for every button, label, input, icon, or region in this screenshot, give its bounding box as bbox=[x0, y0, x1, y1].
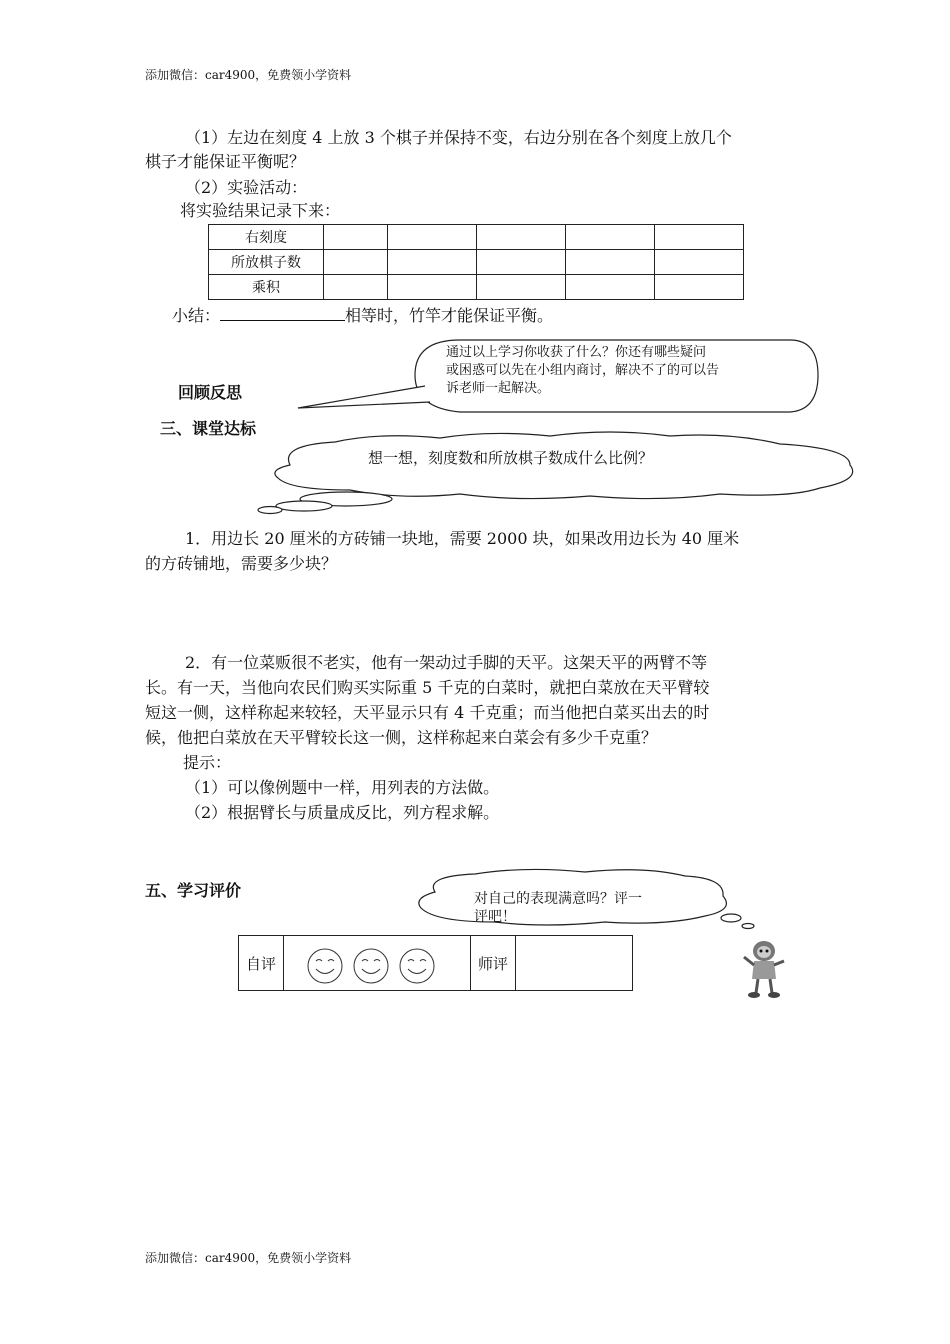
table-cell[interactable] bbox=[324, 225, 388, 250]
row-label-scale: 右刻度 bbox=[209, 225, 324, 250]
hint-title: 提示： bbox=[183, 753, 232, 772]
smiley-icon[interactable] bbox=[400, 949, 434, 983]
problem-2-line-1: 2．有一位菜贩很不老实，他有一架动过手脚的天平。这架天平的两臂不等 bbox=[185, 653, 708, 672]
smiley-icon[interactable] bbox=[354, 949, 388, 983]
table-cell[interactable] bbox=[655, 225, 744, 250]
speech-bubble-line-1: 通过以上学习你收获了什么？你还有哪些疑问 bbox=[446, 345, 707, 360]
experiment-record-table bbox=[208, 224, 744, 300]
problem-2-line-4: 候，他把白菜放在天平臂较长这一侧，这样称起来白菜会有多少千克重？ bbox=[145, 728, 658, 747]
smiley-faces bbox=[284, 938, 470, 988]
table-row bbox=[209, 275, 744, 300]
table-cell[interactable] bbox=[324, 250, 388, 275]
table-cell[interactable] bbox=[477, 250, 566, 275]
section-3-heading: 三、课堂达标 bbox=[160, 419, 257, 438]
table-row bbox=[209, 225, 744, 250]
question-2: （2）实验活动： bbox=[185, 178, 308, 197]
table-row bbox=[239, 936, 633, 991]
speech-bubble-line-2: 或困惑可以先在小组内商讨，解决不了的可以告 bbox=[446, 363, 720, 378]
thought-cloud-text: 想一想，刻度数和所放棋子数成什么比例？ bbox=[368, 449, 654, 467]
table-cell[interactable] bbox=[655, 250, 744, 275]
row-label-pieces: 所放棋子数 bbox=[209, 250, 324, 275]
table-cell[interactable] bbox=[388, 225, 477, 250]
record-intro: 将实验结果记录下来： bbox=[180, 201, 341, 220]
problem-2-line-2: 长。有一天，当他向农民们购买实际重 5 千克的白菜时，就把白菜放在天平臂较 bbox=[145, 678, 710, 697]
table-cell[interactable] bbox=[388, 250, 477, 275]
speech-bubble-line-3: 诉老师一起解决。 bbox=[446, 381, 551, 396]
table-cell[interactable] bbox=[388, 275, 477, 300]
question-1-line-1: （1）左边在刻度 4 上放 3 个棋子并保持不变，右边分别在各个刻度上放几个 bbox=[185, 128, 732, 147]
hint-1: （1）可以像例题中一样，用列表的方法做。 bbox=[185, 778, 500, 797]
table-cell[interactable] bbox=[566, 250, 655, 275]
problem-2-line-3: 短这一侧，这样称起来较轻，天平显示只有 4 千克重；而当他把白菜买出去的时 bbox=[145, 703, 710, 722]
thought-cloud-shape bbox=[250, 430, 870, 520]
table-cell[interactable] bbox=[566, 275, 655, 300]
row-label-product: 乘积 bbox=[209, 275, 324, 300]
footer-note: 添加微信：car4900，免费领小学资料 bbox=[145, 1251, 352, 1265]
section-5-heading: 五、学习评价 bbox=[145, 881, 242, 900]
hint-2: （2）根据臂长与质量成反比，列方程求解。 bbox=[185, 803, 500, 822]
header-note: 添加微信：car4900，免费领小学资料 bbox=[145, 68, 352, 82]
cartoon-figure-icon bbox=[740, 935, 790, 1000]
summary-line bbox=[172, 302, 553, 328]
table-cell[interactable] bbox=[477, 275, 566, 300]
teacher-eval-label: 师评 bbox=[471, 936, 516, 991]
problem-1-line-1: 1．用边长 20 厘米的方砖铺一块地，需要 2000 块，如果改用边长为 40 厘米 bbox=[185, 529, 740, 548]
table-cell[interactable] bbox=[477, 225, 566, 250]
summary-suffix: 相等时，竹竿才能保证平衡。 bbox=[345, 306, 554, 325]
evaluation-table bbox=[238, 935, 633, 991]
teacher-eval-cell[interactable] bbox=[516, 936, 633, 991]
summary-blank[interactable] bbox=[220, 302, 345, 321]
summary-prefix: 小结： bbox=[172, 306, 221, 325]
evaluation-cloud-line-2: 评吧！ bbox=[474, 909, 516, 925]
problem-1-line-2: 的方砖铺地，需要多少块？ bbox=[145, 554, 338, 573]
table-cell[interactable] bbox=[655, 275, 744, 300]
table-cell[interactable] bbox=[324, 275, 388, 300]
question-1-line-2: 棋子才能保证平衡呢？ bbox=[145, 152, 306, 171]
self-eval-faces bbox=[284, 936, 471, 991]
evaluation-cloud-line-1: 对自己的表现满意吗？评一 bbox=[474, 891, 642, 907]
self-eval-label: 自评 bbox=[239, 936, 284, 991]
table-row bbox=[209, 250, 744, 275]
table-cell[interactable] bbox=[566, 225, 655, 250]
smiley-icon[interactable] bbox=[308, 949, 342, 983]
review-heading: 回顾反思 bbox=[178, 383, 243, 402]
